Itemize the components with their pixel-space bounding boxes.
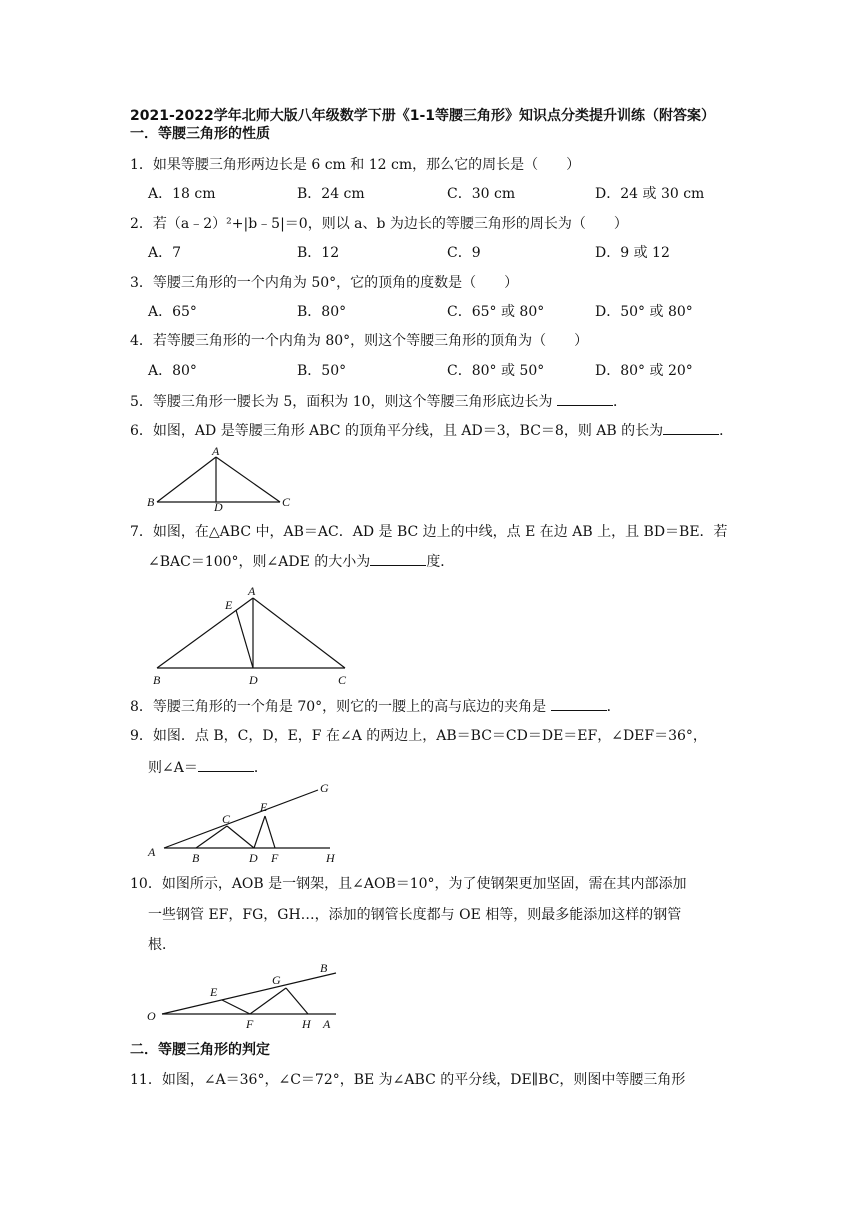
figure-q6-triangle <box>140 445 300 515</box>
question-2-option-b: B．12 <box>297 245 340 261</box>
question-10-line-3: 根． <box>148 937 176 953</box>
label-e: E <box>225 598 233 612</box>
question-11-line-1: 11．如图，∠A＝36°，∠C＝72°，BE 为∠ABC 的平分线，DE∥BC，则图中等腰三角形 <box>130 1072 686 1088</box>
label-a: A <box>148 845 156 859</box>
label-e: E <box>210 985 218 999</box>
question-1-option-a: A．18 cm <box>148 186 216 202</box>
question-5-end: ． <box>612 394 627 410</box>
segment-gh <box>286 988 308 1014</box>
segment-bc <box>196 826 227 848</box>
ray-ob <box>162 973 336 1014</box>
label-g: G <box>272 973 281 987</box>
segment-ef <box>265 816 275 848</box>
question-2-option-c: C．9 <box>447 245 481 261</box>
segment-de <box>254 816 265 848</box>
question-8 <box>130 696 621 717</box>
label-e: E <box>260 800 268 814</box>
label-a: A <box>212 445 220 458</box>
question-6-stem: 6．如图，AD 是等腰三角形 ABC 的顶角平分线，且 AD＝3，BC＝8，则 AB 的长为 <box>130 423 664 439</box>
question-8-stem: 8．等腰三角形的一个角是 70°，则它的一腰上的高与底边的夹角是 <box>130 699 547 715</box>
label-a: A <box>323 1017 331 1031</box>
question-6 <box>130 420 733 441</box>
question-1-option-c: C．30 cm <box>447 186 516 202</box>
section-heading-determination: 二．等腰三角形的判定 <box>130 1042 270 1058</box>
question-9-end: ． <box>253 760 268 776</box>
question-3-option-b: B．80° <box>297 304 347 320</box>
ray-ag <box>164 790 318 848</box>
question-1-option-d: D．24 或 30 cm <box>595 186 705 202</box>
segment-de <box>236 610 253 668</box>
label-g: G <box>320 781 329 795</box>
question-7-text: ∠BAC＝100°，则∠ADE 的大小为 <box>148 554 371 570</box>
question-4-stem: 4．若等腰三角形的一个内角为 80°，则这个等腰三角形的顶角为（ ） <box>130 333 589 349</box>
question-1-stem: 1．如果等腰三角形两边长是 6 cm 和 12 cm，那么它的周长是（ ） <box>130 157 581 173</box>
label-b: B <box>320 961 328 975</box>
answer-blank <box>198 757 254 772</box>
question-4-option-a: A．80° <box>148 363 197 379</box>
question-3-option-c: C．65° 或 80° <box>447 304 545 320</box>
label-f: F <box>271 851 279 865</box>
label-o: O <box>147 1009 156 1023</box>
question-7-line-1: 7．如图，在△ABC 中，AB＝AC．AD 是 BC 边上的中线，点 E 在边 AB 上，且 BD＝BE．若 <box>130 524 728 540</box>
question-3-stem: 3．等腰三角形的一个内角为 50°，它的顶角的度数是（ ） <box>130 275 519 291</box>
figure-q7-triangle <box>145 580 360 690</box>
question-2-stem: 2．若（a﹣2）²+|b﹣5|＝0，则以 a、b 为边长的等腰三角形的周长为（ ） <box>130 216 628 232</box>
label-c: C <box>222 812 231 826</box>
question-9-text: 则∠A＝ <box>148 760 198 776</box>
document-title: 2021-2022学年北师大版八年级数学下册《1-1等腰三角形》知识点分类提升训练（附答案） <box>130 108 716 124</box>
label-b: B <box>153 673 161 687</box>
question-9-line-2 <box>148 757 268 778</box>
answer-blank <box>557 391 613 406</box>
question-10-line-1: 10．如图所示，AOB 是一钢架，且∠AOB＝10°，为了使钢架更加坚固，需在其内部添加 <box>130 876 687 892</box>
label-h: H <box>326 851 335 865</box>
answer-blank <box>663 420 719 435</box>
label-f: F <box>246 1017 254 1031</box>
label-d: D <box>214 500 223 514</box>
figure-q9-angle <box>140 778 350 868</box>
segment-ab <box>157 598 253 668</box>
question-6-end: ． <box>719 423 734 439</box>
label-b: B <box>147 495 155 509</box>
question-3-option-a: A．65° <box>148 304 197 320</box>
label-h: H <box>302 1017 311 1031</box>
segment-ab <box>157 457 216 502</box>
segment-cd <box>227 826 254 848</box>
label-b: B <box>192 851 200 865</box>
question-5-stem: 5．等腰三角形一腰长为 5，面积为 10，则这个等腰三角形底边长为 <box>130 394 553 410</box>
segment-ac <box>253 598 345 668</box>
question-9-line-1: 9．如图．点 B，C，D，E，F 在∠A 的两边上，AB＝BC＝CD＝DE＝EF，∠DEF＝36°， <box>130 728 707 744</box>
question-7-line-2 <box>148 551 454 572</box>
section-heading-properties: 一．等腰三角形的性质 <box>130 126 270 142</box>
label-d: D <box>249 673 258 687</box>
figure-q10-steel-frame <box>140 958 350 1033</box>
label-a: A <box>248 584 256 598</box>
question-4-option-c: C．80° 或 50° <box>447 363 545 379</box>
question-1-option-b: B．24 cm <box>297 186 365 202</box>
label-c: C <box>282 495 291 509</box>
question-5 <box>130 391 627 412</box>
segment-ef <box>222 1000 250 1014</box>
answer-blank <box>370 551 426 566</box>
question-4-option-b: B．50° <box>297 363 347 379</box>
question-2-option-d: D．9 或 12 <box>595 245 670 261</box>
answer-blank <box>551 696 607 711</box>
question-4-option-d: D．80° 或 20° <box>595 363 693 379</box>
question-2-option-a: A．7 <box>148 245 182 261</box>
question-10-line-2: 一些钢管 EF，FG，GH…，添加的钢管长度都与 OE 相等，则最多能添加这样的钢管 <box>148 907 682 923</box>
label-c: C <box>338 673 347 687</box>
question-7-end: 度． <box>426 554 455 570</box>
label-d: D <box>249 851 258 865</box>
question-3-option-d: D．50° 或 80° <box>595 304 693 320</box>
question-8-end: ． <box>606 699 621 715</box>
segment-ac <box>216 457 280 502</box>
